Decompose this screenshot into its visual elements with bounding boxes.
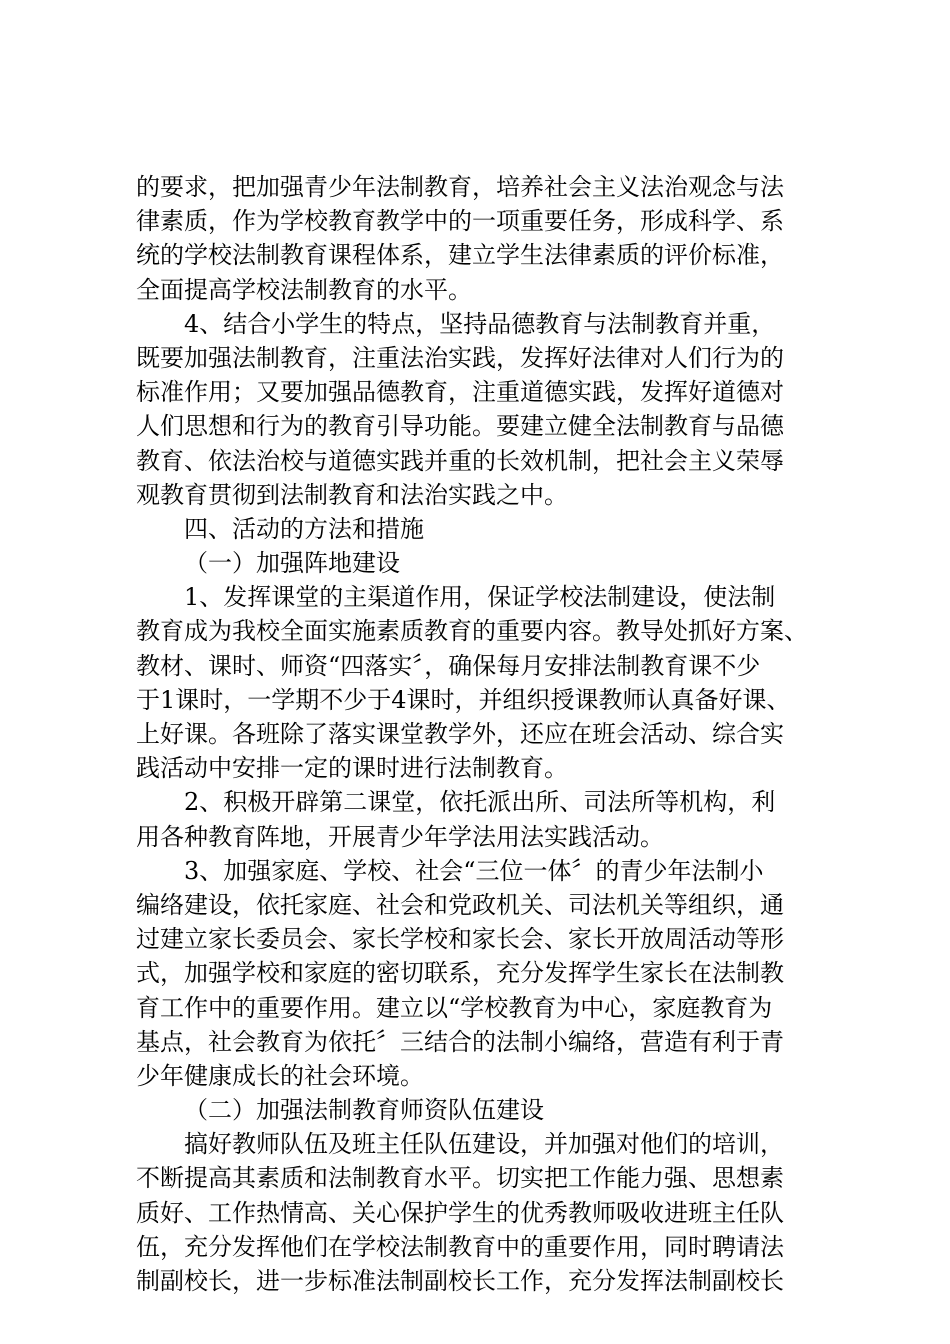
- text-line: 教育、依法治校与道德实践并重的长效机制，把社会主义荣辱: [136, 446, 784, 475]
- text-line: 上好课。各班除了落实课堂教学外，还应在班会活动、综合实: [136, 720, 784, 748]
- section-heading: 四、活动的方法和措施: [184, 514, 424, 543]
- paragraph-first-line: 2、积极开辟第二课堂，依托派出所、司法所等机构，利: [184, 788, 776, 817]
- paragraph-first-line: 1、发挥课堂的主渠道作用，保证学校法制建设，使法制: [184, 583, 776, 612]
- text-line: 的要求，把加强青少年法制教育，培养社会主义法治观念与法: [136, 173, 784, 201]
- paragraph-first-line: 搞好教师队伍及班主任队伍建设，并加强对他们的培训，: [184, 1130, 784, 1159]
- text-line: 教材、课时、师资“四落实〞，确保每月安排法制教育课不少: [136, 651, 761, 680]
- text-line: 全面提高学校法制教育的水平。: [136, 275, 472, 304]
- text-line: 观教育贯彻到法制教育和法治实践之中。: [136, 480, 568, 509]
- text-line: 标准作用；又要加强品德教育，注重道德实践，发挥好道德对: [136, 378, 784, 407]
- text-line: 质好、工作热情高、关心保护学生的优秀教师吸收进班主任队: [136, 1198, 784, 1227]
- text-line: 既要加强法制教育，注重法治实践，发挥好法律对人们行为的: [136, 343, 784, 372]
- text-line: 基点，社会教育为依托〞三结合的法制小编络，营造有利于青: [136, 1027, 784, 1056]
- text-line: 编络建设，依托家庭、社会和党政机关、司法机关等组织，通: [136, 890, 784, 919]
- text-line: 教育成为我校全面实施素质教育的重要内容。教导处抓好方案、: [136, 617, 808, 646]
- text-line: 式，加强学校和家庭的密切联系，充分发挥学生家长在法制教: [136, 959, 784, 988]
- subsection-heading: （二）加强法制教育师资队伍建设: [184, 1096, 544, 1125]
- text-line: 不断提高其素质和法制教育水平。切实把工作能力强、思想素: [136, 1164, 784, 1193]
- text-line: 育工作中的重要作用。建立以“学校教育为中心，家庭教育为: [136, 993, 773, 1022]
- text-line: 过建立家长委员会、家长学校和家长会、家长开放周活动等形: [136, 925, 784, 954]
- text-line: 伍，充分发挥他们在学校法制教育中的重要作用，同时聘请法: [136, 1232, 784, 1261]
- text-line: 制副校长，进一步标准法制副校长工作，充分发挥法制副校长: [136, 1267, 784, 1295]
- text-line: 用各种教育阵地，开展青少年学法用法实践活动。: [136, 822, 664, 851]
- text-line: 人们思想和行为的教育引导功能。要建立健全法制教育与品德: [136, 412, 784, 441]
- text-line: 少年健康成长的社会环境。: [136, 1061, 424, 1090]
- document-body: [136, 170, 836, 1298]
- text-line: 统的学校法制教育课程体系，建立学生法律素质的评价标准，: [136, 241, 784, 270]
- text-line: 律素质，作为学校教育教学中的一项重要任务，形成科学、系: [136, 207, 784, 236]
- subsection-heading: （一）加强阵地建设: [184, 549, 400, 578]
- text-line: 践活动中安排一定的课时进行法制教育。: [136, 754, 568, 783]
- paragraph-first-line: 4、结合小学生的特点，坚持品德教育与法制教育并重，: [184, 309, 776, 338]
- paragraph-first-line: 3、加强家庭、学校、社会“三位一体〞的青少年法制小: [184, 856, 764, 885]
- text-line: 于1课时，一学期不少于4课时，并组织授课教师认真备好课、: [136, 685, 791, 714]
